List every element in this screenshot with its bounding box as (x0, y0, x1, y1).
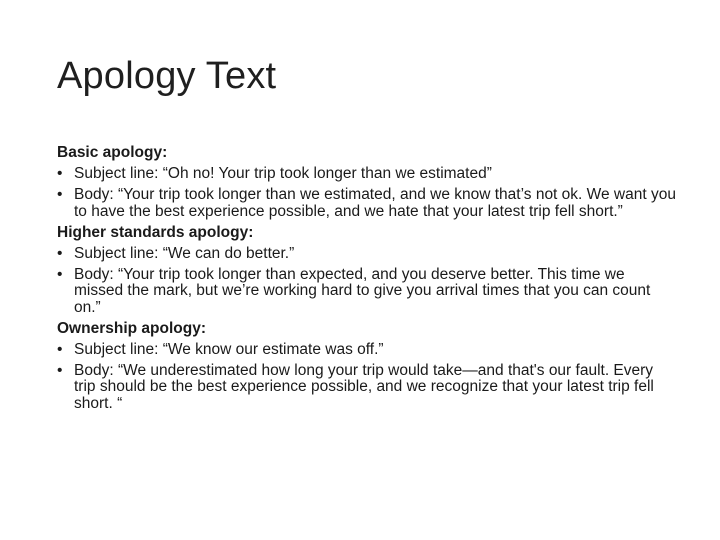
bullet-text: Body: “We underestimated how long your trip would take—and that's our fault. Every trip should be the best experience possible, and we recognize that your latest trip fell short. “ (74, 362, 654, 412)
section-higher-standards-apology (57, 225, 677, 316)
slide-body (57, 145, 677, 417)
list-item (57, 267, 677, 316)
bullet-icon: • (57, 266, 63, 284)
section-ownership-apology (57, 321, 677, 412)
bullet-icon: • (57, 362, 63, 380)
bullet-icon: • (57, 165, 63, 183)
bullet-text: Subject line: “Oh no! Your trip took longer than we estimated” (74, 165, 492, 183)
list-item (57, 363, 677, 412)
list-item (57, 166, 677, 182)
bullet-text: Body: “Your trip took longer than we estimated, and we know that’s not ok. We want you to have the best experience possible, and we hate that your latest trip fell short.” (74, 186, 676, 220)
slide-title: Apology Text (57, 55, 277, 97)
section-heading: Ownership apology: (57, 319, 206, 337)
bullet-text: Subject line: “We know our estimate was off.” (74, 341, 384, 359)
bullet-icon: • (57, 341, 63, 359)
bullet-icon: • (57, 186, 63, 204)
section-basic-apology (57, 145, 677, 220)
list-item (57, 246, 677, 262)
bullet-icon: • (57, 245, 63, 263)
bullet-text: Body: “Your trip took longer than expected, and you deserve better. This time we missed the mark, but we’re working hard to give you arrival times that you can count on.” (74, 266, 651, 316)
list-item (57, 187, 677, 219)
section-heading: Higher standards apology: (57, 223, 254, 241)
list-item (57, 342, 677, 358)
bullet-text: Subject line: “We can do better.” (74, 245, 295, 263)
section-heading: Basic apology: (57, 144, 168, 161)
